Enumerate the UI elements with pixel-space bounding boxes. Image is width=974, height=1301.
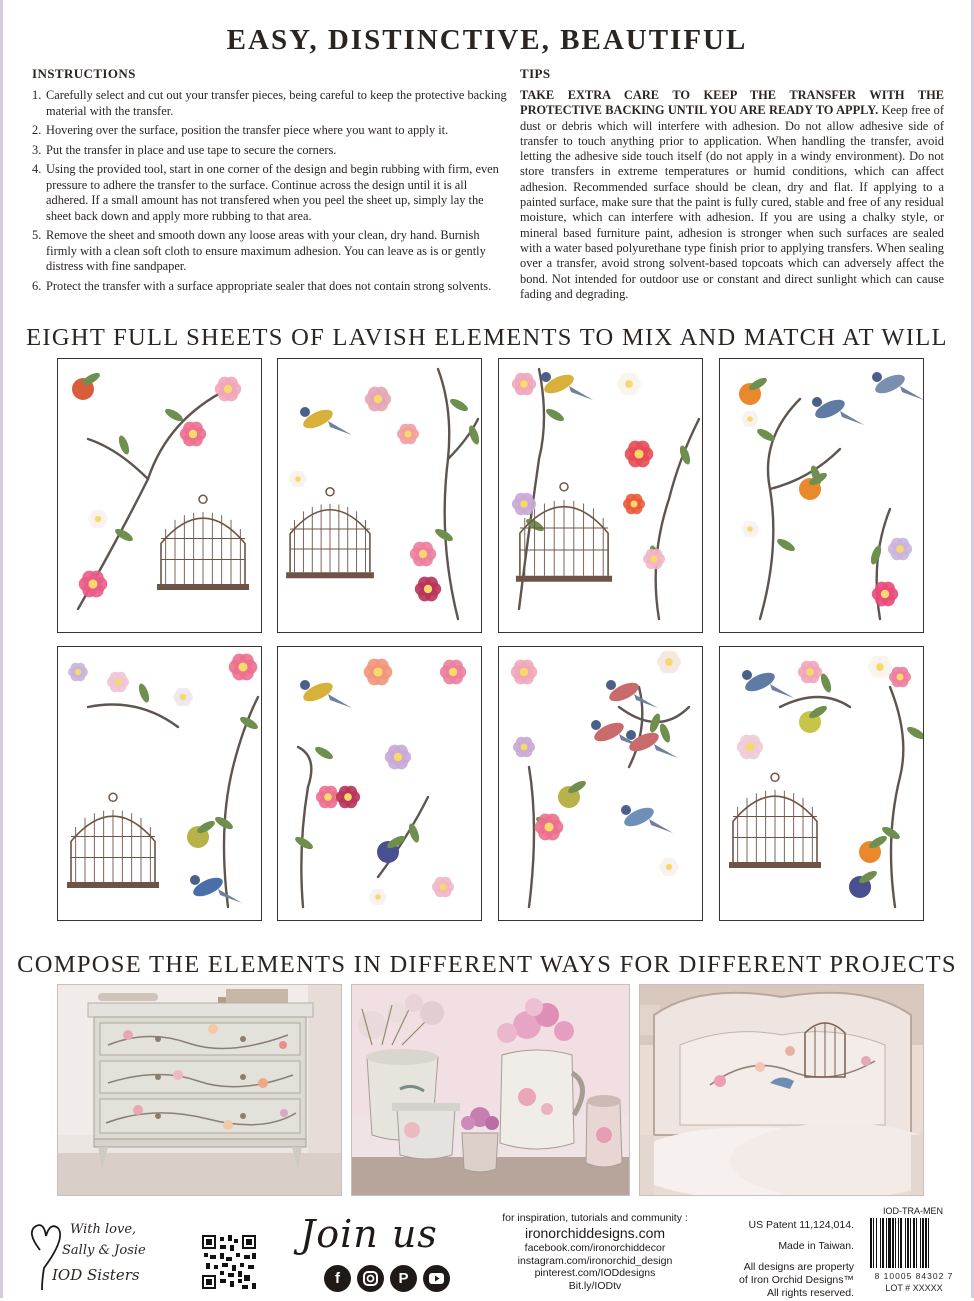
step-number: 4.	[32, 162, 42, 176]
botanical-artwork-7	[499, 647, 703, 921]
pitchers-photo	[351, 984, 630, 1196]
lot-number: LOT # XXXXX	[885, 1283, 943, 1293]
facebook-link[interactable]: facebook.com/ironorchiddecor	[524, 1242, 666, 1254]
tips-section	[520, 66, 944, 302]
instagram-link[interactable]: instagram.com/ironorchid_design	[517, 1254, 673, 1267]
transfer-sheet-3	[498, 358, 703, 633]
botanical-artwork-3	[499, 359, 703, 633]
pinterest-link[interactable]: pinterest.com/IODdesigns	[534, 1267, 656, 1280]
tips-lead: TAKE EXTRA CARE TO KEEP THE TRANSFER WITH THE PROTECTIVE BACKING UNTIL YOU ARE READY TO APPLY.	[520, 88, 944, 118]
signature-line-3: IOD Sisters	[52, 1266, 140, 1284]
transfer-sheet-1	[57, 358, 262, 633]
rights-text-1: All designs are property	[743, 1261, 854, 1273]
youtube-link[interactable]: Bit.ly/IODtv	[568, 1279, 622, 1292]
botanical-artwork-6	[278, 647, 482, 921]
barcode-icon	[868, 1218, 960, 1270]
instructions-heading: INSTRUCTIONS	[32, 66, 136, 81]
step-number: 2.	[32, 123, 42, 137]
step-number: 6.	[32, 278, 42, 293]
dresser-photo	[57, 984, 342, 1196]
rights-text-2: of Iron Orchid Designs™	[739, 1274, 854, 1286]
step-text: Put the transfer in place and use tape to secure the corners.	[46, 142, 337, 157]
page-border-left	[0, 0, 3, 1298]
instructions-section	[32, 66, 510, 298]
sku-code: IOD-TRA-MEN	[883, 1206, 943, 1216]
transfer-sheet-2	[277, 358, 482, 633]
transfer-sheet-5	[57, 646, 262, 921]
step-text: Remove the sheet and smooth down any loose areas with your clean, dry hand. Burnish firmly with a clean soft cloth to ensure maximum adhesion. You can leave as is or gently distress with fine sandpaper.	[46, 228, 486, 273]
instagram-icon[interactable]	[357, 1265, 384, 1292]
botanical-artwork-8	[720, 647, 924, 921]
legal-block	[712, 1219, 854, 1300]
instruction-step	[32, 88, 510, 119]
youtube-icon[interactable]	[423, 1265, 450, 1292]
instruction-step	[32, 279, 510, 295]
step-text: Carefully select and cut out your transfer pieces, being careful to keep the protective backing material with the transfer.	[46, 88, 507, 118]
made-in-text: Made in Taiwan.	[778, 1240, 854, 1252]
botanical-artwork-2	[278, 359, 482, 633]
step-text: Hovering over the surface, position the transfer piece where you want to apply it.	[46, 123, 449, 137]
patent-text: US Patent 11,124,014.	[748, 1219, 854, 1231]
headboard-photo	[639, 984, 924, 1196]
transfer-sheet-4	[719, 358, 924, 633]
community-block	[470, 1212, 720, 1292]
instruction-step	[32, 123, 510, 139]
signature-line-1: With love,	[70, 1222, 137, 1237]
botanical-artwork-1	[58, 359, 262, 633]
tips-text	[520, 88, 944, 302]
instructions-list	[32, 88, 510, 294]
join-us-heading: Join us	[300, 1212, 438, 1256]
barcode-number: 8 10005 84302 7	[874, 1271, 954, 1281]
signature-line-2: Sally & Josie	[62, 1243, 146, 1258]
facebook-icon[interactable]: f	[324, 1265, 351, 1292]
botanical-artwork-4	[720, 359, 924, 633]
instruction-step	[32, 143, 510, 159]
instruction-step	[32, 162, 510, 224]
website-link[interactable]: ironorchiddesigns.com	[524, 1225, 666, 1241]
transfer-sheet-8	[719, 646, 924, 921]
tips-heading: TIPS	[520, 66, 551, 81]
botanical-artwork-5	[58, 647, 262, 921]
compose-heading: COMPOSE THE ELEMENTS IN DIFFERENT WAYS FOR DIFFERENT PROJECTS	[17, 951, 957, 978]
step-number: 5.	[32, 228, 42, 242]
transfer-sheet-7	[498, 646, 703, 921]
step-number: 1.	[32, 88, 42, 102]
step-number: 3.	[32, 142, 42, 157]
instruction-step	[32, 228, 510, 275]
qr-code-icon[interactable]	[202, 1235, 256, 1289]
community-lead: for inspiration, tutorials and community :	[502, 1212, 688, 1224]
step-text: Using the provided tool, start in one corner of the design and begin rubbing with firm, even pressure to adhere the transfer to the surface. Continue across the design until it is all adhered. If a small amount has not transfered when you peel the sheet up, simply lay the sheet back down and apply more rubbing to that area.	[46, 162, 499, 223]
transfer-sheet-6	[277, 646, 482, 921]
main-title: EASY, DISTINCTIVE, BEAUTIFUL	[226, 24, 748, 56]
rights-text-3: All rights reserved.	[767, 1287, 854, 1299]
tips-body: Keep free of dust or debris which will interfere with adhesion. Do not allow adhesive side of transfer to touch anything prior to application. When handling the transfer, avoid letting the adhesive side touch itself (do not apply in a windy environment). Do not store transfers in extreme temperatures or humid conditions, which can affect adhesion. Recommended surface should be clean, dry and flat. If applying to a painted surface, make sure that the paint is fully cured, stable and free of any residual moisture, which can interfere with adhesion. If you are using a chalky style, or mineral based furniture paint, adhesion is stronger when such surfaces are sealed with a water based polyurethane type finish prior to applying transfers. When sealing over a transfer, avoid strong solvent-based topcoats which can adversely affect the bond. Not intended for outdoor use or constant and direct sunlight which can cause fading and degrading.	[520, 103, 944, 301]
pinterest-icon[interactable]: P	[390, 1265, 417, 1292]
step-text: Protect the transfer with a surface appropriate sealer that does not contain strong solvents.	[46, 278, 492, 293]
sheets-heading: EIGHT FULL SHEETS OF LAVISH ELEMENTS TO MIX AND MATCH AT WILL	[26, 324, 948, 351]
